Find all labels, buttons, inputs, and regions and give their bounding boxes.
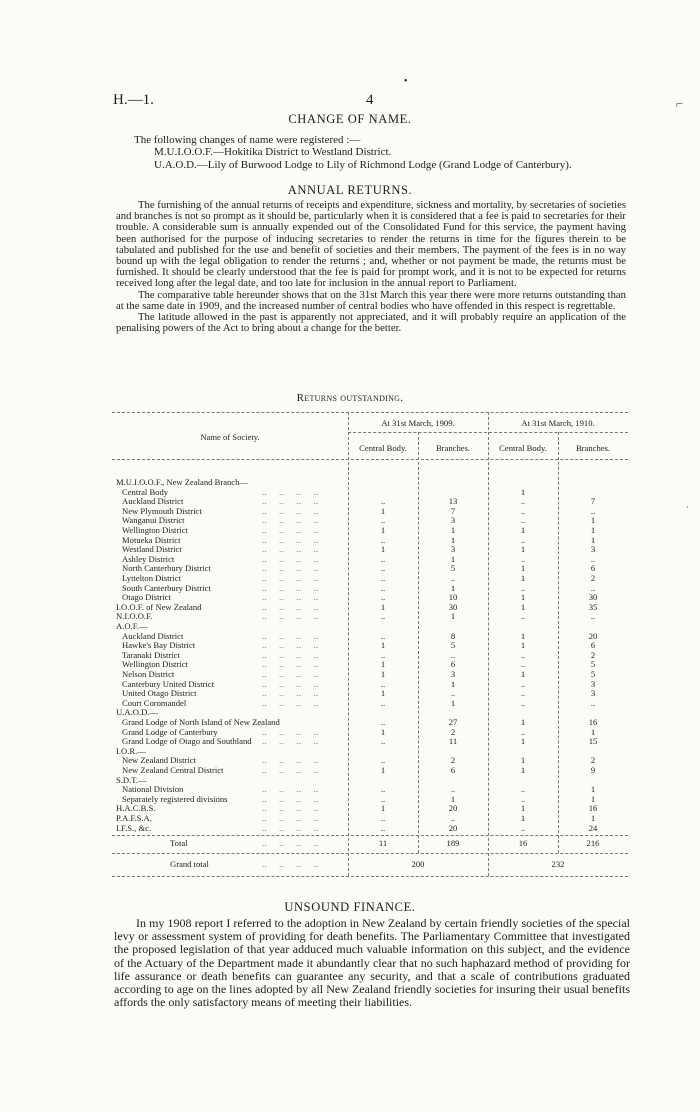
row-label: Auckland District [122,496,184,507]
cell-value: 1 [380,688,386,699]
table-row [112,814,628,824]
table-row [112,564,628,574]
row-label: Auckland District [122,630,184,641]
cell-value: 7 [450,505,456,516]
cell-value: .. [380,515,386,526]
row-label: Grand Lodge of North Island of New Zealand [122,717,280,727]
cell-value: 1 [450,697,456,708]
cell-value: 5 [450,640,456,651]
cell-value: 1 [520,573,526,583]
cell-value: 2 [590,755,596,766]
table-row [112,689,628,699]
leader-dots: .. .. .. .. [262,601,319,612]
cell-value: .. [380,813,386,823]
cell-value: .. [380,496,386,507]
cell-value: .. [590,697,596,708]
cell-value: 9 [590,765,596,775]
leader-dots: .. .. .. .. [262,582,319,593]
cell-value: 6 [450,765,456,775]
cell-value: 2 [450,755,456,766]
cell-value: 11 [378,838,388,848]
cell-value: 1 [380,659,386,670]
cell-value: 6 [450,659,456,670]
row-label: M.U.I.O.O.F., New Zealand Branch— [116,477,249,487]
cell-value: .. [520,678,526,689]
cell-value: 3 [590,544,596,555]
leader-dots: .. .. .. .. [262,525,319,535]
cell-value: .. [520,822,526,833]
cell-value: .. [380,736,386,747]
column-group-1910: At 31st March, 1910. [521,418,595,428]
leader-dots: .. .. .. .. [262,496,319,507]
cell-value: 13 [448,496,458,507]
cell-value: 16 [588,803,598,814]
table-row [112,622,628,632]
leader-dots: .. .. .. .. [262,813,319,823]
leader-dots: .. .. .. .. [262,736,319,747]
row-label: H.A.C.B.S. [116,803,156,814]
table-row [112,824,628,834]
cell-value: .. [380,678,386,689]
paragraph: In my 1908 report I referred to the adoption in New Zealand by certain friendly societies of the special levy or assessment system of providing for death benefits. The Parliamentary Committee that investigated the proposed legislation of that year adduced much valuable information on this subject, and the evidence of the Actuary of the Department made it abundantly clear that no such haphazard method of providing for life assurance or death benefits can guarantee any security, and that a scale of contributions graduated according to age on the lines adopted by all New Zealand friendly societies for insuring their usual benefits affords the only satisfactory means of meeting their liabilities. [114,916,630,1010]
row-label: Total [170,838,188,848]
table-row [112,699,628,709]
cell-value: .. [520,553,526,564]
row-label: Canterbury United District [122,678,215,689]
table-row [112,603,628,613]
leader-dots: .. .. .. .. [262,803,319,814]
leader-dots: .. .. .. .. [262,486,319,497]
cell-value: .. [450,784,456,795]
cell-value: .. [450,573,456,583]
row-label: United Otago District [122,688,197,699]
table-row [112,612,628,622]
cell-value: .. [520,515,526,526]
row-label: I.F.S., &c. [116,822,152,833]
table-row [112,641,628,651]
cell-value: 216 [586,838,600,848]
row-label: Court Coromandel [122,697,187,708]
cell-value: 1 [380,544,386,555]
row-label: Separately registered divisions [122,793,228,804]
cell-value: 20 [448,822,458,833]
row-label: Nelson District [122,669,175,679]
cell-value: 1 [380,669,386,679]
row-label: Otago District [122,592,171,603]
cell-value: 16 [588,717,598,727]
cell-value: 6 [590,640,596,651]
cell-value: 1 [520,736,526,747]
page-number: 4 [366,92,374,108]
paragraph: The latitude allowed in the past is apparently not appreciated, and it will probably require an application of the penalising powers of the Act to bring about a change for the better. [116,311,626,335]
leader-dots: .. .. .. .. [262,592,319,603]
cell-value: .. [520,688,526,699]
cell-value: .. [380,822,386,833]
cell-value: 1 [590,515,596,526]
cell-value: .. [590,611,596,622]
table-title: Returns outstanding. [296,392,404,404]
table-row [112,651,628,661]
row-label: South Canterbury District [122,582,211,593]
row-label: Hawke's Bay District [122,640,196,651]
cell-value: .. [450,813,456,823]
table-rule [112,853,628,854]
cell-value: .. [380,697,386,708]
cell-value: 1 [380,803,386,814]
leader-dots: .. .. .. .. [262,505,319,516]
table-row [112,488,628,498]
cell-value: 200 [411,859,425,869]
cell-value: 1 [450,793,456,804]
leader-dots: .. .. .. .. [262,573,319,583]
table-row [112,766,628,776]
cell-value: 1 [380,525,386,535]
cell-value: 1 [520,765,526,775]
row-label: New Zealand Central District [122,765,224,775]
cell-value: 1 [520,544,526,555]
table-row [112,737,628,747]
cell-value: 189 [446,838,460,848]
cell-value: 1 [590,784,596,795]
cell-value: 1 [520,669,526,679]
cell-value: .. [380,582,386,593]
cell-value: .. [380,573,386,583]
cell-value: 1 [520,755,526,766]
column-header-branches: Branches. [575,443,611,453]
table-row [112,584,628,594]
leader-dots: .. .. .. .. [262,765,319,775]
cell-value: 1 [380,765,386,775]
cell-value: .. [380,755,386,766]
cell-value: .. [520,649,526,660]
cell-value: 1 [520,813,526,823]
row-label: I.O.R.— [116,745,146,756]
total-row [112,839,628,849]
cell-value: 1 [450,678,456,689]
cell-value: 5 [450,563,456,574]
table-row [112,776,628,786]
cell-value: .. [450,688,456,699]
row-label: S.D.T.— [116,774,147,785]
cell-value: 1 [520,486,526,497]
cell-value: 6 [590,563,596,574]
leader-dots: .. .. .. .. [262,563,319,574]
margin-mark-icon: · [686,502,689,512]
column-header-branches: Branches. [435,443,471,453]
row-label: N.I.O.O.F. [116,611,153,622]
leader-dots: .. .. .. .. [262,859,319,869]
change-of-name-block [134,134,634,171]
cell-value: 1 [380,601,386,612]
row-label: U.A.O.D.— [116,707,159,718]
ink-speck: • [404,76,408,87]
table-row [112,516,628,526]
cell-value: 1 [380,640,386,651]
row-label: North Canterbury District [122,563,211,574]
cell-value: .. [520,534,526,545]
cell-value: .. [450,649,456,660]
row-label: I.O.O.F. of New Zealand [116,601,202,612]
leader-dots: .. .. .. .. [262,697,319,708]
row-label: A.O.F.— [116,621,148,631]
cell-value: 1 [520,640,526,651]
cell-value: 1 [590,793,596,804]
table-row [112,526,628,536]
column-header-name: Name of Society. [200,432,260,442]
leader-dots: .. .. .. .. [262,659,319,670]
row-label: Westland District [122,544,182,555]
cell-value: 5 [590,659,596,670]
column-group-1909: At 31st March, 1909. [381,418,455,428]
cell-value: 3 [450,515,456,526]
table-row [112,660,628,670]
cell-value: 5 [590,669,596,679]
row-label: Wellington District [122,659,188,670]
cell-value: 2 [590,573,596,583]
column-header-central: Central Body. [359,443,407,453]
cell-value: 1 [590,726,596,737]
grand-total-row [112,860,628,870]
cell-value: .. [520,793,526,804]
row-label: Wellington District [122,525,188,535]
cell-value: .. [380,592,386,603]
cell-value: 8 [450,630,456,641]
cell-value: .. [380,611,386,622]
cell-value: 10 [448,592,458,603]
annual-returns-heading: ANNUAL RETURNS. [287,183,413,197]
cell-value: .. [520,496,526,507]
cell-value: 3 [450,544,456,555]
table-row [112,795,628,805]
cell-value: 1 [590,534,596,545]
column-header-central: Central Body. [499,443,547,453]
cell-value: .. [380,784,386,795]
cell-value: 1 [380,726,386,737]
cell-value: .. [380,717,386,727]
cell-value: .. [380,793,386,804]
row-label: National Division [122,784,184,795]
leader-dots: .. .. .. .. [262,678,319,689]
leader-dots: .. .. .. .. [262,784,319,795]
row-label: New Zealand District [122,755,196,766]
paragraph: The furnishing of the annual returns of receipts and expenditure, sickness and mortality, by secretaries of societies and branches is not so prompt as it should be, particularly when it is considered that a fee is paid to secretaries for their trouble. A considerable sum is annually expended out of the Consolidated Fund for this service, the payment having been authorised for the purpose of inducing secretaries to render the returns in time for the figures therein to be tabulated and published for the use and benefit of societies and their members. The payment of the fees is in no way bound up with the legal obligation to render the returns ; and, whether or not payment be made, the returns must be furnished. It should be clearly understood that the fee is paid for prompt work, and it is not to be expected for returns received long after the legal date, and too late for inclusion in the annual report to Parliament. [116,199,626,290]
row-label: New Plymouth District [122,505,202,516]
leader-dots: .. .. .. .. [262,553,319,564]
cell-value: 3 [450,669,456,679]
cell-value: 30 [588,592,598,603]
cell-value: 232 [551,859,565,869]
cell-value: 1 [520,717,526,727]
cell-value: 1 [520,525,526,535]
leader-dots: .. .. .. .. [262,688,319,699]
row-label: Motueka District [122,534,181,545]
leader-dots: .. .. .. .. [262,822,319,833]
paragraph: The comparative table hereunder shows that on the 31st March this year there were more returns outstanding than at the same date in 1909, and the increased number of central bodies who have offended in this respect is regrettable. [116,288,626,312]
leader-dots: .. .. .. .. [262,611,319,622]
cell-value: 27 [448,717,458,727]
row-label: Lyttelton District [122,573,181,583]
change-of-name-item: M.U.I.O.O.F.—Hokitika District to Westland District. [154,146,392,159]
cell-value: 1 [590,525,596,535]
cell-value: 35 [588,601,598,612]
leader-dots: .. .. .. .. [262,838,319,848]
cell-value: 20 [588,630,598,641]
cell-value: .. [590,553,596,564]
cell-value: .. [380,534,386,545]
cell-value: 11 [448,736,458,747]
table-rule [112,835,628,836]
cell-value: .. [520,784,526,795]
leader-dots: .. .. .. .. [262,649,319,660]
unsound-finance-body [114,917,630,1009]
leader-dots: .. .. .. .. [262,669,319,679]
cell-value: 16 [518,838,528,848]
change-of-name-intro: The following changes of name were registered :— [134,134,361,146]
cell-value: .. [520,697,526,708]
row-label: Grand Lodge of Otago and Southland [122,736,252,747]
cell-value: .. [520,505,526,516]
cell-value: .. [520,582,526,593]
change-of-name-heading: CHANGE OF NAME. [288,112,412,126]
cell-value: 1 [450,553,456,564]
cell-value: 2 [590,649,596,660]
cell-value: .. [520,659,526,670]
margin-mark-icon: ⌐ [676,96,684,111]
cell-value: .. [520,611,526,622]
cell-value: 1 [520,563,526,574]
cell-value: 1 [450,534,456,545]
table-row [112,545,628,555]
cell-value: .. [380,553,386,564]
cell-value: .. [520,726,526,737]
cell-value: 7 [590,496,596,507]
cell-value: 15 [588,736,598,747]
leader-dots: .. .. .. .. [262,755,319,766]
change-of-name-item: U.A.O.D.—Lily of Burwood Lodge to Lily of Richmond Lodge (Grand Lodge of Canterbury). [154,158,572,171]
table-rule [112,876,628,877]
leader-dots: .. .. .. .. [262,630,319,641]
cell-value: .. [590,505,596,516]
cell-value: 24 [588,822,598,833]
cell-value: .. [380,630,386,641]
cell-value: .. [590,582,596,593]
row-label: Grand Lodge of Canterbury [122,726,218,737]
cell-value: 1 [520,592,526,603]
cell-value: 1 [380,505,386,516]
row-label: Ashley District [122,553,175,564]
row-label: Taranaki District [122,649,180,660]
cell-value: 1 [450,582,456,593]
row-label: Grand total [170,859,209,869]
unsound-finance-heading: UNSOUND FINANCE. [284,900,416,914]
leader-dots: .. .. .. .. [262,515,319,526]
annual-returns-body [116,200,626,334]
row-label: Central Body [122,486,169,497]
table-row [112,478,628,488]
leader-dots: .. .. .. .. [262,534,319,545]
cell-value: 3 [590,688,596,699]
document-code: H.—1. [113,92,154,108]
cell-value: 1 [520,630,526,641]
cell-value: 30 [448,601,458,612]
row-label: P.A.F.S.A. [116,813,152,823]
table-row [112,536,628,546]
cell-value: .. [380,649,386,660]
leader-dots: .. .. .. .. [262,640,319,651]
leader-dots: .. .. .. .. [262,544,319,555]
table-rule [112,412,628,413]
table-row [112,804,628,814]
leader-dots: .. .. .. .. [262,726,319,737]
cell-value: .. [380,563,386,574]
table-rule [112,459,628,460]
cell-value: 3 [590,678,596,689]
leader-dots: .. .. .. .. [262,793,319,804]
cell-value: 2 [450,726,456,737]
cell-value: 1 [450,611,456,622]
cell-value: 1 [450,525,456,535]
cell-value: 1 [520,803,526,814]
row-label: Wanganui District [122,515,185,526]
cell-value: 1 [590,813,596,823]
table-row [112,507,628,517]
cell-value: 1 [520,601,526,612]
cell-value: 20 [448,803,458,814]
